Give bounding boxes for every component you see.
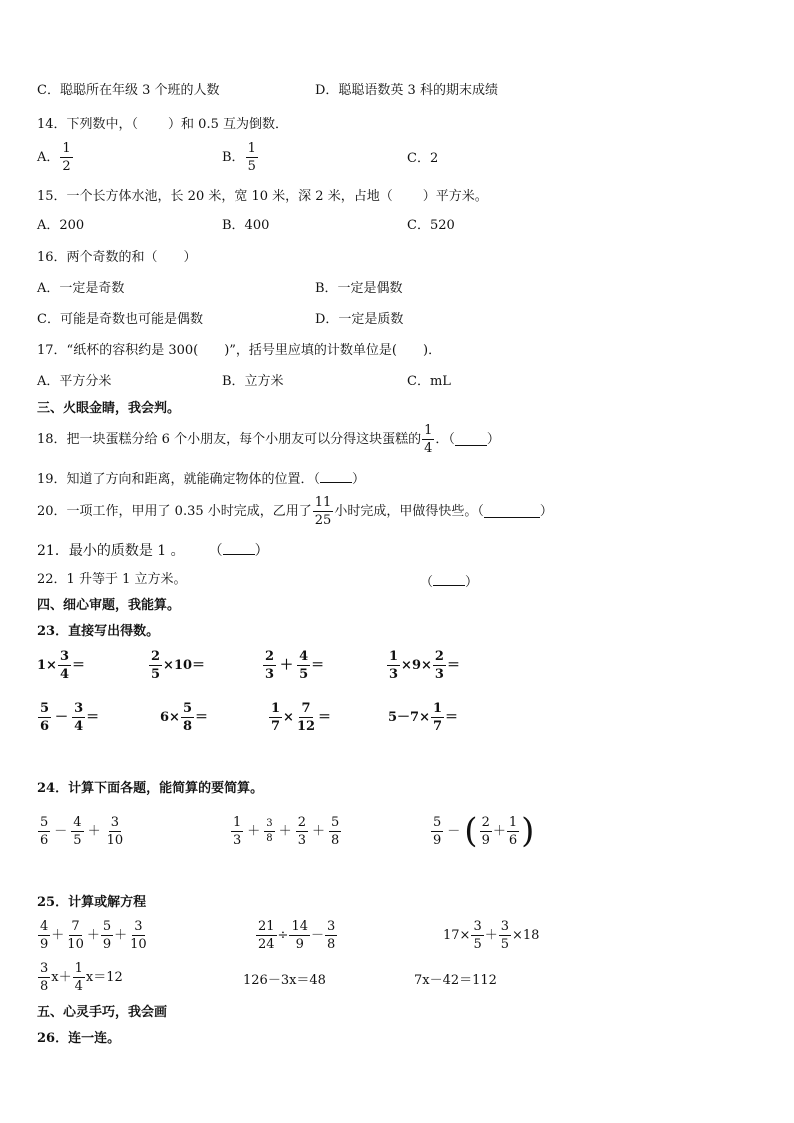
fraction: $\frac{1}{7}$ [432,701,443,734]
q17-option-b: B．立方米 [222,374,284,389]
fraction: $\frac{3}{10}$ [106,815,124,848]
q26-stem: 26．连一连。 [37,1031,121,1046]
fraction: $\frac{5}{6}$ [40,815,49,848]
q22-answer-blank[interactable] [433,573,465,586]
fraction: $\frac{14}{9}$ [291,919,308,952]
q23-expr-1: 1× $\frac{3}{4}$ ＝ [37,649,86,682]
q23-expr-3: $\frac{2}{3}$ ＋ $\frac{4}{5}$ ＝ [265,649,325,682]
fraction: $\frac{1}{3}$ [389,649,399,682]
section-5-heading: 五、心灵手巧，我会画 [37,1005,168,1020]
q17-option-a: A．平方分米 [37,374,112,389]
left-paren: ( [464,811,478,851]
q17-stem: 17．“纸杯的容积约是 300( )”，括号里应填的计数单位是( )． [37,343,442,358]
q18-text: 18．把一块蛋糕分给 6 个小朋友，每个小朋友可以分得这块蛋糕的 [37,432,422,447]
fraction: $\frac{3}{8}$ [40,961,49,994]
q23-expr-5: $\frac{5}{6}$ － $\frac{3}{4}$ ＝ [40,701,100,734]
q14-stem-end: ）和 0.5 互为倒数． [168,117,288,132]
fraction: $\frac{3}{5}$ [473,919,482,952]
q22-answer [420,573,478,589]
q25-expr-2: $\frac{21}{24}$ ÷ $\frac{14}{9}$ － $\frac{3}{8}$ [258,919,336,952]
q16-option-b: B．一定是偶数 [315,281,403,296]
fraction: $\frac{2}{5}$ [151,649,161,682]
q23-expr-8: 5－7× $\frac{1}{7}$ ＝ [388,701,459,734]
q16-option-c: C．可能是奇数也可能是偶数 [37,312,203,327]
q16-option-d: D．一定是质数 [315,312,404,327]
q20-paren-close: ） [539,504,553,519]
q15-stem [37,188,488,203]
right-paren: ) [521,811,535,851]
q14-b-label: B． [222,150,245,165]
q16-stem: 16．两个奇数的和（ ） [37,250,197,265]
fraction: $\frac{5}{9}$ [102,919,112,952]
fraction: $\frac{1}{4}$ [424,423,433,456]
q24-expr-3: $\frac{5}{9}$ － ( $\frac{2}{9}$ ＋ $\frac{1}{6}$ ) [433,811,535,851]
q21-answer-blank[interactable] [223,542,255,555]
fraction: $\frac{7}{12}$ [296,701,316,734]
q23-expr-6: 6× $\frac{5}{8}$ ＝ [160,701,209,734]
fraction: $\frac{3}{4}$ [74,701,84,734]
fraction: $\frac{2}{9}$ [481,814,490,848]
q19-text: 19．知道了方向和距离，就能确定物体的位置．（ [37,472,321,487]
q19-paren-close: ） [352,472,366,487]
q24-stem: 24．计算下面各题，能简算的要简算。 [37,781,264,796]
q24-expr-2: $\frac{1}{3}$ ＋ $\frac{3}{8}$ ＋ $\frac{2}{3}$ ＋ $\frac{5}{8}$ [233,815,340,848]
fraction: $\frac{2}{3}$ [434,649,444,682]
q18-paren-close: ） [486,432,500,447]
q14-option-a [37,142,74,173]
q23-expr-7: $\frac{1}{7}$ × $\frac{7}{12}$ ＝ [271,701,332,734]
q18-paren-open: ．（ [435,432,455,447]
fraction: $\frac{5}{9}$ [433,814,442,848]
section-4-heading: 四、细心审题，我能算。 [37,598,181,613]
q15-option-b: B．400 [222,218,270,233]
q23-expr-4: $\frac{1}{3}$ ×9× $\frac{2}{3}$ ＝ [389,649,460,682]
q18-stem [37,424,500,455]
q25-equation-1: $\frac{3}{8}$ x＋ $\frac{1}{4}$ x＝12 [40,961,123,994]
q23-stem: 23．直接写出得数。 [37,624,160,639]
q21-stem [37,542,269,558]
q25-expr-1: $\frac{4}{9}$ ＋ $\frac{7}{10}$ ＋ $\frac{5}{9}$ ＋ $\frac{3}{10}$ [40,919,147,952]
q21-paren-close: ） [254,543,269,559]
q19-stem [37,470,365,486]
fraction: $\frac{3}{5}$ [500,919,510,952]
fraction: $\frac{21}{24}$ [258,919,275,952]
q18-answer-blank[interactable] [455,433,487,446]
q22-paren-open: （ [420,575,434,590]
fraction: $\frac{7}{10}$ [67,919,84,952]
q25-stem: 25．计算或解方程 [37,895,147,910]
section-3-heading: 三、火眼金睛，我会判。 [37,401,181,416]
q20-stem [37,496,553,527]
q14-stem [37,116,288,131]
q15-stem-end: ）平方米。 [422,189,488,204]
q20-text-2: 小时完成，甲做得快些。（ [334,504,484,519]
fraction: $\frac{3}{8}$ [266,818,273,844]
q14-option-c: C．2 [407,151,439,166]
q15-option-c: C．520 [407,218,455,233]
q25-expr-3: 17× $\frac{3}{5}$ ＋ $\frac{3}{5}$ ×18 [443,919,540,952]
fraction: $\frac{1}{4}$ [74,961,83,994]
fraction: $\frac{4}{9}$ [40,919,49,952]
fraction: $\frac{3}{4}$ [59,649,69,682]
q25-equation-2: 126－3x＝48 [243,973,326,988]
q15-blank[interactable] [393,188,423,200]
q22-paren-close: ） [465,575,479,590]
q15-stem-start: 15．一个长方体水池，长 20 米，宽 10 米，深 2 米，占地（ [37,189,393,204]
fraction: $\frac{1}{6}$ [508,814,518,848]
q19-answer-blank[interactable] [320,470,352,483]
q25-equation-3: 7x－42＝112 [414,973,497,988]
q14-stem-start: 14．下列数中，（ [37,117,139,132]
q14-option-b [222,142,259,173]
fraction: $\frac{2}{3}$ [297,815,306,848]
fraction: $\frac{4}{5}$ [73,815,82,848]
q21-paren-open: （ [208,543,223,559]
q14-a-label: A． [37,150,60,165]
q16-option-a: A．一定是奇数 [37,281,125,296]
fraction: $\frac{5}{8}$ [182,701,192,734]
q13-option-d: D．聪聪语数英 3 科的期末成绩 [315,83,498,98]
q21-text: 21．最小的质数是 1 。 [37,543,185,559]
q14-blank[interactable] [138,116,168,128]
q15-option-a: A．200 [37,218,85,233]
q13-option-c: C．聪聪所在年级 3 个班的人数 [37,83,220,98]
fraction: $\frac{4}{5}$ [299,649,309,682]
fraction: $\frac{2}{3}$ [265,649,275,682]
fraction: $\frac{1}{5}$ [247,141,256,174]
fraction: $\frac{1}{2}$ [62,141,71,174]
fraction: $\frac{1}{7}$ [271,701,281,734]
q20-answer-blank[interactable] [484,505,540,518]
q17-option-c: C．mL [407,374,451,389]
fraction: $\frac{3}{10}$ [130,919,147,952]
q22-stem: 22．1 升等于 1 立方米。 [37,572,187,587]
q24-expr-1: $\frac{5}{6}$ － $\frac{4}{5}$ ＋ $\frac{3}{10}$ [40,815,124,848]
fraction: $\frac{5}{8}$ [330,815,340,848]
fraction: $\frac{1}{3}$ [233,815,242,848]
q23-expr-2: $\frac{2}{5}$ ×10＝ [151,649,206,682]
q20-text: 20．一项工作，甲用了 0.35 小时完成，乙用了 [37,504,312,519]
fraction: $\frac{11}{25}$ [314,495,332,528]
fraction: $\frac{3}{8}$ [327,919,336,952]
fraction: $\frac{5}{6}$ [40,701,50,734]
